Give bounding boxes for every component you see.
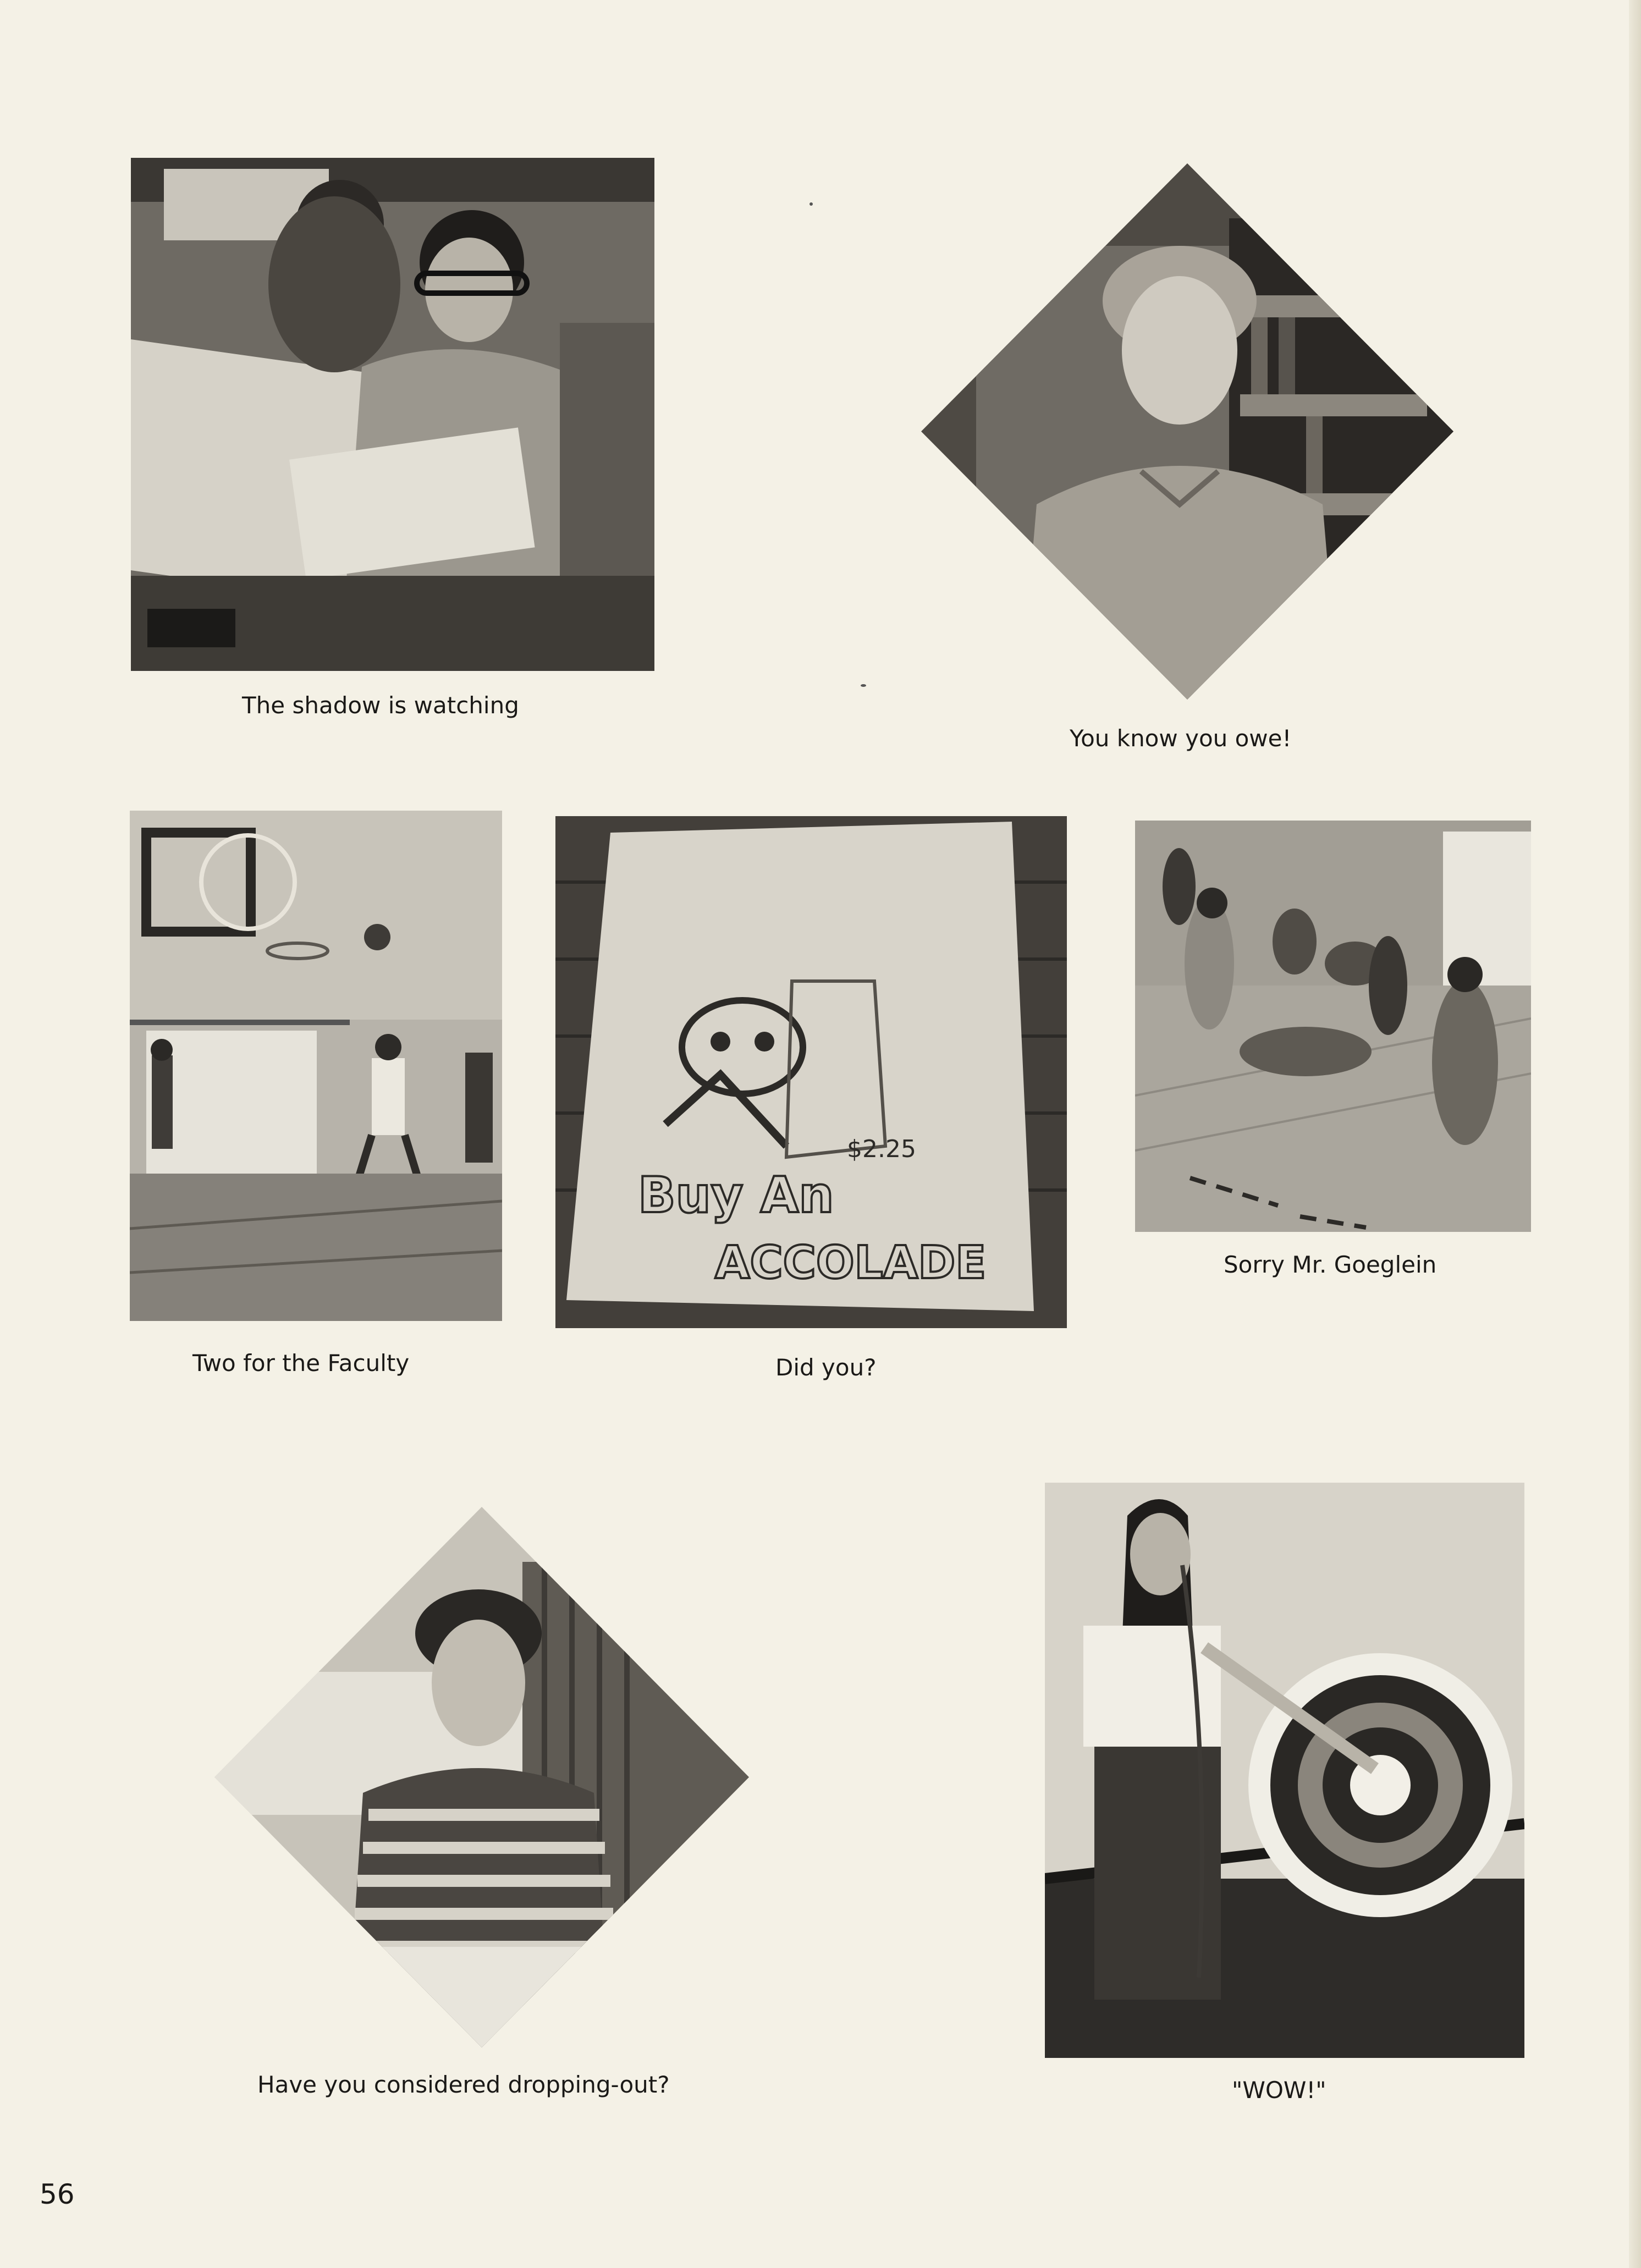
print-speck (861, 684, 866, 687)
photo-archery-target (1045, 1483, 1524, 2058)
photo-woman-at-desk-diamond (214, 1507, 749, 2047)
page-number: 56 (40, 2178, 75, 2210)
poster-price: $2.25 (847, 1135, 916, 1163)
caption-you-know-you-owe: You know you owe! (1070, 725, 1292, 752)
photo-students-at-desks (131, 158, 654, 671)
caption-did-you: Did you? (775, 1354, 877, 1381)
page-edge (1629, 0, 1641, 2268)
poster-accolade-text: ACCOLADE (715, 1237, 987, 1289)
caption-wow: "WOW!" (1232, 2077, 1326, 2104)
photo-accolade-poster (555, 816, 1067, 1328)
caption-two-for-faculty: Two for the Faculty (192, 1350, 410, 1377)
print-speck (810, 202, 813, 206)
caption-shadow-watching: The shadow is watching (242, 692, 519, 719)
poster-buy-text: Buy An (638, 1166, 834, 1224)
caption-dropping-out: Have you considered dropping-out? (257, 2071, 670, 2098)
photo-students-gym-floor (1135, 821, 1531, 1232)
photo-woman-library-diamond (921, 163, 1453, 700)
photo-basketball-gym (130, 811, 502, 1321)
caption-sorry-mr-goeglein: Sorry Mr. Goeglein (1224, 1251, 1437, 1278)
